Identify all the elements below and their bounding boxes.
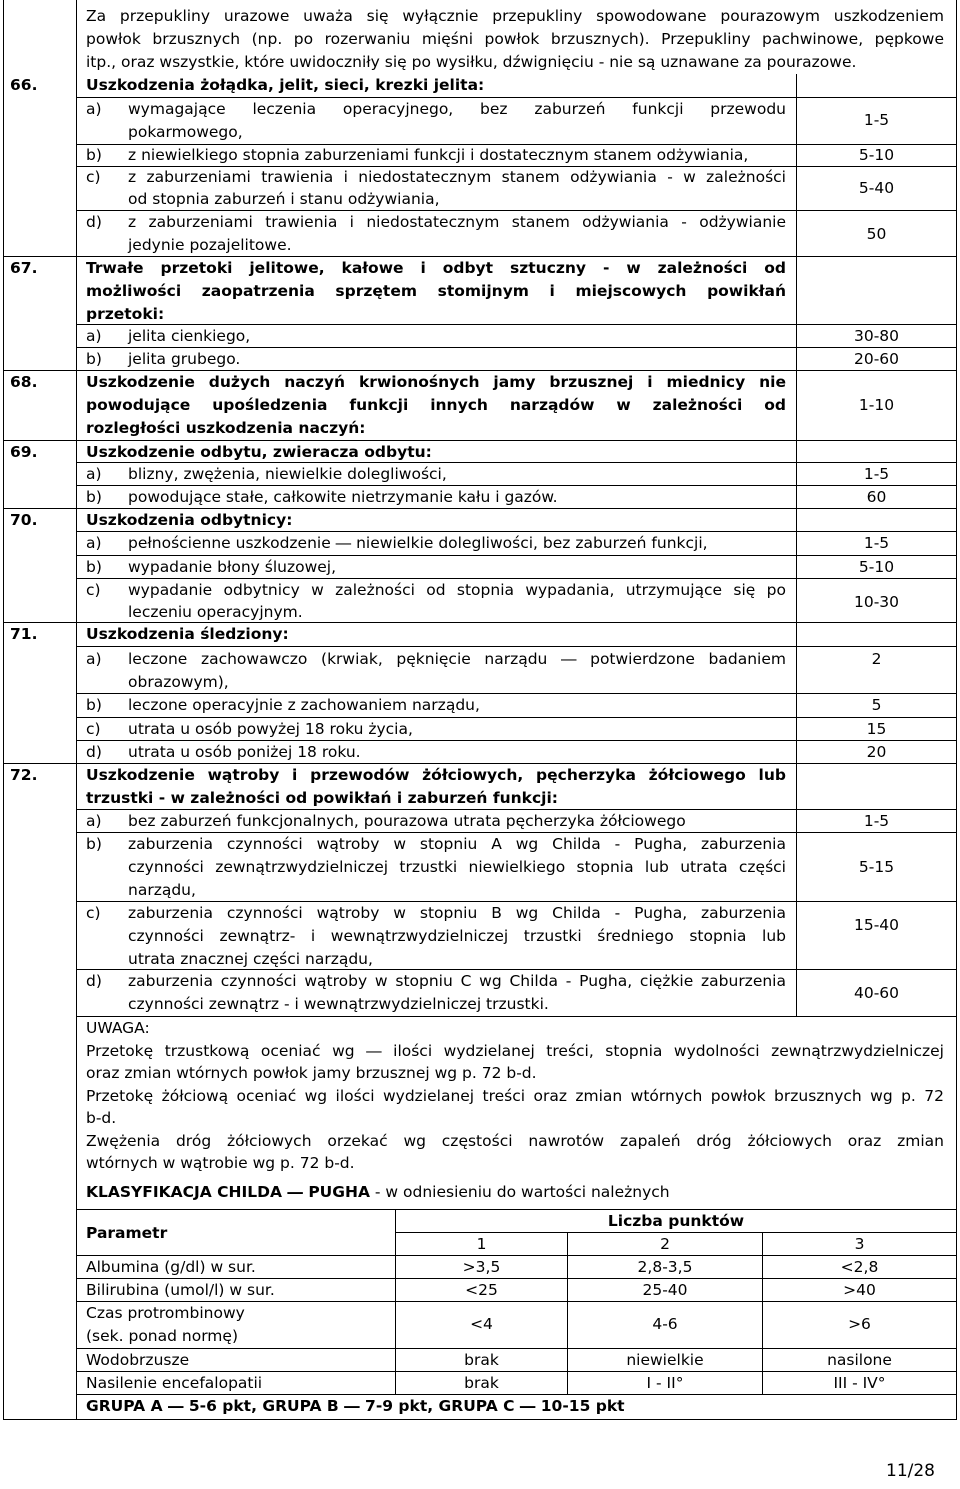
classification-title: KLASYFIKACJA CHILDA ― PUGHA: [86, 1183, 370, 1201]
item-title: Uszkodzenie odbytu, zwieracza odbytu:: [86, 443, 432, 461]
item-text: wypadanie odbytnicy w zależności od stopnia wypadania, utrzymujące się po: [128, 581, 786, 599]
item-letter: c): [86, 904, 101, 922]
item-value: 1-10: [858, 396, 895, 414]
item-value: 5-10: [858, 558, 895, 576]
item-number: 66.: [10, 76, 38, 94]
intro-line: powłok brzusznych (np. po rozerwaniu mięśni powłok brzusznych). Przepukliny pachwinowe, pępkowe: [86, 30, 944, 48]
param-name: Nasilenie encefalopatii: [86, 1374, 263, 1392]
item-value: 20-60: [853, 350, 900, 368]
item-value: 5-15: [858, 858, 895, 876]
item-text: jelita cienkiego,: [128, 327, 251, 345]
param-value: 4-6: [652, 1315, 678, 1333]
item-letter: d): [86, 213, 102, 231]
item-text: z zaburzeniami trawienia i niedostatecznym stanem odżywiania - odżywianie: [128, 213, 786, 231]
note-line: Przetokę trzustkową oceniać wg ― ilości wydzielanej treści, stopnia wydolności zewnątrzwydzielniczej: [86, 1042, 944, 1060]
classification-subtitle: - w odniesieniu do wartości należnych: [369, 1183, 670, 1201]
item-letter: a): [86, 327, 102, 345]
item-number: 67.: [10, 259, 38, 277]
item-text: narządu,: [128, 881, 196, 899]
item-letter: a): [86, 650, 102, 668]
item-title: Uszkodzenie wątroby i przewodów żółciowych, pęcherzyka żółciowego lub: [86, 766, 786, 784]
item-title: możliwości zaopatrzenia sprzętem stomijnym i miejscowych powikłań: [86, 282, 786, 300]
param-name: Albumina (g/dl) w sur.: [86, 1258, 256, 1276]
item-text: zaburzenia czynności wątroby w stopniu B wg Childa - Pugha, zaburzenia: [128, 904, 786, 922]
item-number: 72.: [10, 766, 38, 784]
item-text: leczeniu operacyjnym.: [128, 603, 303, 621]
param-value: >3,5: [462, 1258, 501, 1276]
item-text: jedynie pozajelitowe.: [128, 236, 292, 254]
item-value: 60: [866, 488, 887, 506]
item-text: bez zaburzeń funkcjonalnych, pourazowa utrata pęcherzyka żółciowego: [128, 812, 686, 830]
item-text: leczone operacyjnie z zachowaniem narządu,: [128, 696, 480, 714]
param-value: nasilone: [827, 1351, 892, 1369]
note-line: wtórnych w wątrobie wg p. 72 b-d.: [86, 1154, 355, 1172]
param-value: niewielkie: [626, 1351, 704, 1369]
item-letter: d): [86, 743, 102, 761]
param-value: <4: [470, 1315, 493, 1333]
note-line: Zwężenia dróg żółciowych orzekać wg częstości nawrotów zapaleń dróg żółciowych oraz zmian: [86, 1132, 944, 1150]
item-value: 2: [871, 650, 882, 668]
item-text: leczone zachowawczo (krwiak, pęknięcie narządu ― potwierdzone badaniem: [128, 650, 786, 668]
param-value: <2,8: [840, 1258, 879, 1276]
item-title: powodujące upośledzenia funkcji innych narządów w zależności od: [86, 396, 786, 414]
item-text: utrata znacznej części narządu,: [128, 950, 373, 968]
item-title: Uszkodzenia żołądka, jelit, sieci, krezki jelita:: [86, 76, 485, 94]
note-line: Przetokę żółciową oceniać wg ilości wydzielanej treści oraz zmian wtórnych powłok brzusznych wg p. 72: [86, 1087, 944, 1105]
param-value: I - II°: [646, 1374, 684, 1392]
item-title: Uszkodzenia śledziony:: [86, 625, 289, 643]
points-col-header: 1: [476, 1235, 487, 1253]
item-text: z niewielkiego stopnia zaburzeniami funkcji i dostatecznym stanem odżywiania,: [128, 146, 749, 164]
item-number: 68.: [10, 373, 38, 391]
groups-summary: GRUPA A ― 5-6 pkt, GRUPA B ― 7-9 pkt, GRUPA C ― 10-15 pkt: [86, 1397, 625, 1415]
page-number: 11/28: [886, 1461, 935, 1481]
item-number: 69.: [10, 443, 38, 461]
param-name: Bilirubina (umol/l) w sur.: [86, 1281, 275, 1299]
item-title: Uszkodzenia odbytnicy:: [86, 511, 293, 529]
param-name: (sek. ponad normę): [86, 1327, 238, 1345]
item-title: przetoki:: [86, 305, 165, 323]
item-letter: b): [86, 696, 102, 714]
classification-heading: [86, 1183, 670, 1202]
item-value: 1-5: [863, 534, 890, 552]
param-value: III - IV°: [833, 1374, 886, 1392]
param-name: Wodobrzusze: [86, 1351, 190, 1369]
item-title: rozległości uszkodzenia naczyń:: [86, 419, 366, 437]
item-text: czynności zewnątrzwydzielniczej trzustki niewielkiego stopnia lub utrata części: [128, 858, 786, 876]
item-text: obrazowym),: [128, 673, 229, 691]
item-text: pokarmowego,: [128, 123, 243, 141]
item-value: 1-5: [863, 465, 890, 483]
item-value: 5: [871, 696, 882, 714]
param-name: Czas protrombinowy: [86, 1304, 245, 1322]
item-letter: d): [86, 972, 102, 990]
item-number: 70.: [10, 511, 38, 529]
item-value: 1-5: [863, 812, 890, 830]
item-text: blizny, zwężenia, niewielkie dolegliwości,: [128, 465, 447, 483]
item-letter: c): [86, 581, 101, 599]
param-value: >6: [848, 1315, 871, 1333]
item-text: pełnościenne uszkodzenie ― niewielkie dolegliwości, bez zaburzeń funkcji,: [128, 534, 708, 552]
item-letter: b): [86, 146, 102, 164]
item-letter: a): [86, 465, 102, 483]
item-letter: a): [86, 534, 102, 552]
item-text: utrata u osób poniżej 18 roku.: [128, 743, 361, 761]
item-letter: b): [86, 835, 102, 853]
item-text: utrata u osób powyżej 18 roku życia,: [128, 720, 413, 738]
param-value: brak: [464, 1351, 499, 1369]
item-text: jelita grubego.: [128, 350, 241, 368]
item-value: 20: [866, 743, 887, 761]
item-value: 1-5: [863, 111, 890, 129]
param-value: brak: [464, 1374, 499, 1392]
item-letter: c): [86, 720, 101, 738]
points-header: Liczba punktów: [607, 1212, 745, 1230]
param-value: >40: [843, 1281, 876, 1299]
param-value: 25-40: [642, 1281, 688, 1299]
item-text: z zaburzeniami trawienia i niedostatecznym stanem odżywiania - w zależności: [128, 168, 786, 186]
note-line: b-d.: [86, 1109, 117, 1127]
item-title: Trwałe przetoki jelitowe, kałowe i odbyt sztuczny - w zależności od: [86, 259, 786, 277]
item-letter: b): [86, 558, 102, 576]
item-text: zaburzenia czynności wątroby w stopniu C wg Childa - Pugha, ciężkie zaburzenia: [128, 972, 786, 990]
item-letter: a): [86, 812, 102, 830]
item-number: 71.: [10, 625, 38, 643]
item-value: 5-10: [858, 146, 895, 164]
item-text: czynności zewnątrz - i wewnątrzwydzielniczej trzustki.: [128, 995, 549, 1013]
item-text: wypadanie błony śluzowej,: [128, 558, 337, 576]
param-value: 2,8-3,5: [637, 1258, 693, 1276]
item-letter: a): [86, 100, 102, 118]
item-letter: b): [86, 350, 102, 368]
param-header: Parametr: [86, 1224, 168, 1242]
item-title: Uszkodzenie dużych naczyń krwionośnych jamy brzusznej i miednicy nie: [86, 373, 786, 391]
item-letter: b): [86, 488, 102, 506]
item-text: czynności zewnątrz- i wewnątrzwydzielniczej trzustki średniego stopnia lub: [128, 927, 786, 945]
item-text: powodujące stałe, całkowite nietrzymanie kału i gazów.: [128, 488, 558, 506]
note-heading: UWAGA:: [86, 1019, 150, 1037]
item-letter: c): [86, 168, 101, 186]
item-text: od stopnia zaburzeń i stanu odżywiania,: [128, 190, 440, 208]
item-text: wymagające leczenia operacyjnego, bez zaburzeń funkcji przewodu: [128, 100, 786, 118]
intro-line: Za przepukliny urazowe uważa się wyłącznie przepukliny spowodowane pourazowym uszkodzeniem: [86, 7, 944, 25]
item-value: 40-60: [853, 984, 900, 1002]
intro-line: itp., oraz wszystkie, które uwidoczniły się po wysiłku, dźwignięciu - nie są uznawane za pourazowe.: [86, 53, 857, 71]
item-value: 15-40: [853, 916, 900, 934]
item-text: zaburzenia czynności wątroby w stopniu A wg Childa - Pugha, zaburzenia: [128, 835, 786, 853]
item-value: 15: [866, 720, 887, 738]
note-line: oraz zmian wtórnych powłok jamy brzusznej wg p. 72 b-d.: [86, 1064, 537, 1082]
param-value: <25: [465, 1281, 498, 1299]
item-value: 5-40: [858, 179, 895, 197]
item-title: trzustki - w zależności od powikłań i zaburzeń funkcji:: [86, 789, 558, 807]
item-value: 30-80: [853, 327, 900, 345]
item-value: 50: [866, 225, 887, 243]
points-col-header: 2: [660, 1235, 670, 1253]
points-col-header: 3: [854, 1235, 865, 1253]
item-value: 10-30: [853, 593, 900, 611]
